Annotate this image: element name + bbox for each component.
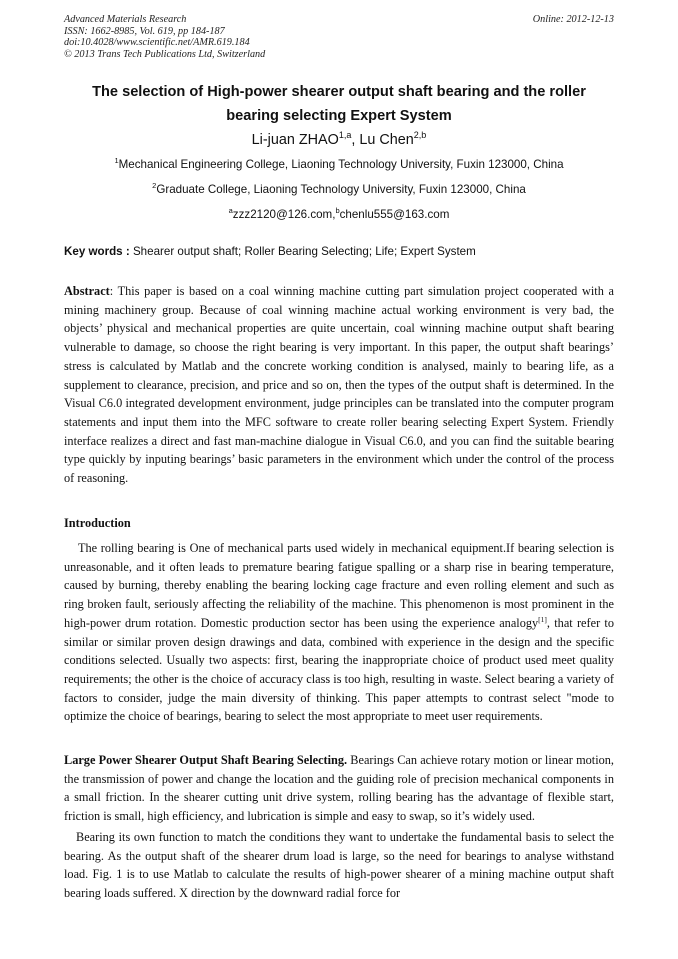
keywords-label: Key words : bbox=[64, 245, 130, 258]
author-2-affiliation-mark: 2,b bbox=[413, 130, 427, 141]
author-separator: , bbox=[351, 132, 360, 148]
paper-title bbox=[40, 80, 638, 128]
abstract-text: : This paper is based on a coal winning machine cutting part simulation project cooperated with a mining machinery group. Because of coal winning machine actual working environment is very bad, the objects’ physical and mechanical properties are quite uncertain, coal winning machine output shaft bearing vulnerable to damage, so choose the right bearing is very important. In this paper, the output shaft bearings’ stress is calculated by Matlab and the concrete working condition is analysed, mainly to bearing life, as a supplement to clearance, precision, and price and so on, then the types of the output shaft is determined. In the Visual C6.0 integrated development environment, judge principles can be translated into the computer program statements and input them into the MFC software to create roller bearing selecting Expert System. Friendly interface realizes a direct and fast man-machine dialogue in Visual C6.0, and you can find the suitable bearing type quickly by inputing bearings’ basic parameters in the environment which under the control of the process of reasoning. bbox=[64, 284, 614, 486]
affiliation-1-mark: 1 bbox=[114, 156, 119, 166]
introduction-paragraph bbox=[64, 539, 614, 726]
title-line-1: The selection of High-power shearer output shaft bearing and the roller bbox=[92, 84, 586, 100]
email-b-mark: b bbox=[335, 206, 340, 216]
bearing-selection-text: Bearing its own function to match the conditions they want to undertake the fundamental basis to select the bearing. As the output shaft of the shearer drum load is large, so the need for bearings to analyse withstand load. Fig. 1 is to use Matlab to calculate the results of high-power shearer of a mining machine output shaft bearing loads suffered. X direction by the downward radial force for bbox=[64, 830, 614, 901]
introduction-text-2: , that refer to similar or similar proven design drawings and data, combined with experience in the design and the specific conditions selected. Usually two aspects: first, bearing the inappropriate choice of product used meet quality requirements; the other is the choice of accuracy class is too high, resulting in waste. Select bearing a variety of factors to consider, judge the main diversity of thinking. This paper attempts to contrast select "mode to optimize the choice of bearings, bearing to select the most appropriate to meet user requirements. bbox=[64, 615, 614, 724]
author-list bbox=[40, 131, 638, 149]
introduction-heading: Introduction bbox=[64, 516, 131, 530]
section-large-power-text: Bearings Can achieve rotary motion or linear motion, the transmission of power and change the location and the guiding role of precision mechanical components in a small friction. In the shearer cutting unit drive system, rolling bearing has the advantage of flexible start, friction is small, high efficiency, and lubrication is simple and easy to swap, so it’s widely used. bbox=[64, 753, 614, 824]
abstract bbox=[64, 282, 614, 488]
doi-line: doi:10.4028/www.scientific.net/AMR.619.184 bbox=[64, 37, 250, 49]
title-line-2: bearing selecting Expert System bbox=[226, 108, 452, 124]
section-large-power-shearer bbox=[64, 751, 614, 826]
citation-ref-1[interactable]: [1] bbox=[538, 614, 547, 624]
affiliation-1 bbox=[40, 158, 638, 172]
section-heading-large-power: Large Power Shearer Output Shaft Bearing Selecting. bbox=[64, 753, 348, 767]
abstract-label: Abstract bbox=[64, 284, 110, 298]
keywords-text: Shearer output shaft; Roller Bearing Selecting; Life; Expert System bbox=[129, 245, 476, 258]
author-emails bbox=[40, 208, 638, 222]
affiliation-2-mark: 2 bbox=[152, 181, 157, 191]
author-2-name: Lu Chen bbox=[359, 132, 414, 148]
journal-name: Advanced Materials Research bbox=[64, 14, 187, 25]
affiliation-2-text: Graduate College, Liaoning Technology University, Fuxin 123000, China bbox=[156, 183, 526, 196]
copyright-line: © 2013 Trans Tech Publications Ltd, Switzerland bbox=[64, 48, 266, 60]
issn-line: ISSN: 1662-8985, Vol. 619, pp 184-187 bbox=[64, 25, 225, 37]
author-1-affiliation-mark: 1,a bbox=[338, 130, 352, 141]
author-1-name: Li-juan ZHAO bbox=[251, 132, 339, 148]
introduction-text-1: The rolling bearing is One of mechanical parts used widely in mechanical equipment.If bearing selection is unreasonable, and it often leads to premature bearing fatigue spalling or a sharp rise in bearing temperature, caused by burning, thereby enabling the bearing locking cage fracture and even rolling element and such as ring broken fault, seriously affecting the reliability of the machine. This phenomenon is most prominent in the high-power drum rotation. Domestic production sector has been using the experience analogy bbox=[64, 541, 614, 630]
email-a-mark: a bbox=[228, 206, 233, 216]
journal-header bbox=[64, 14, 265, 60]
keywords bbox=[64, 245, 614, 259]
online-date: Online: 2012-12-13 bbox=[532, 14, 614, 25]
email-a[interactable]: zzz2120@126.com, bbox=[232, 208, 336, 221]
affiliation-2 bbox=[40, 183, 638, 197]
affiliation-1-text: Mechanical Engineering College, Liaoning Technology University, Fuxin 123000, China bbox=[118, 158, 564, 171]
email-b[interactable]: chenlu555@163.com bbox=[339, 208, 450, 221]
bearing-selection-paragraph bbox=[64, 828, 614, 903]
